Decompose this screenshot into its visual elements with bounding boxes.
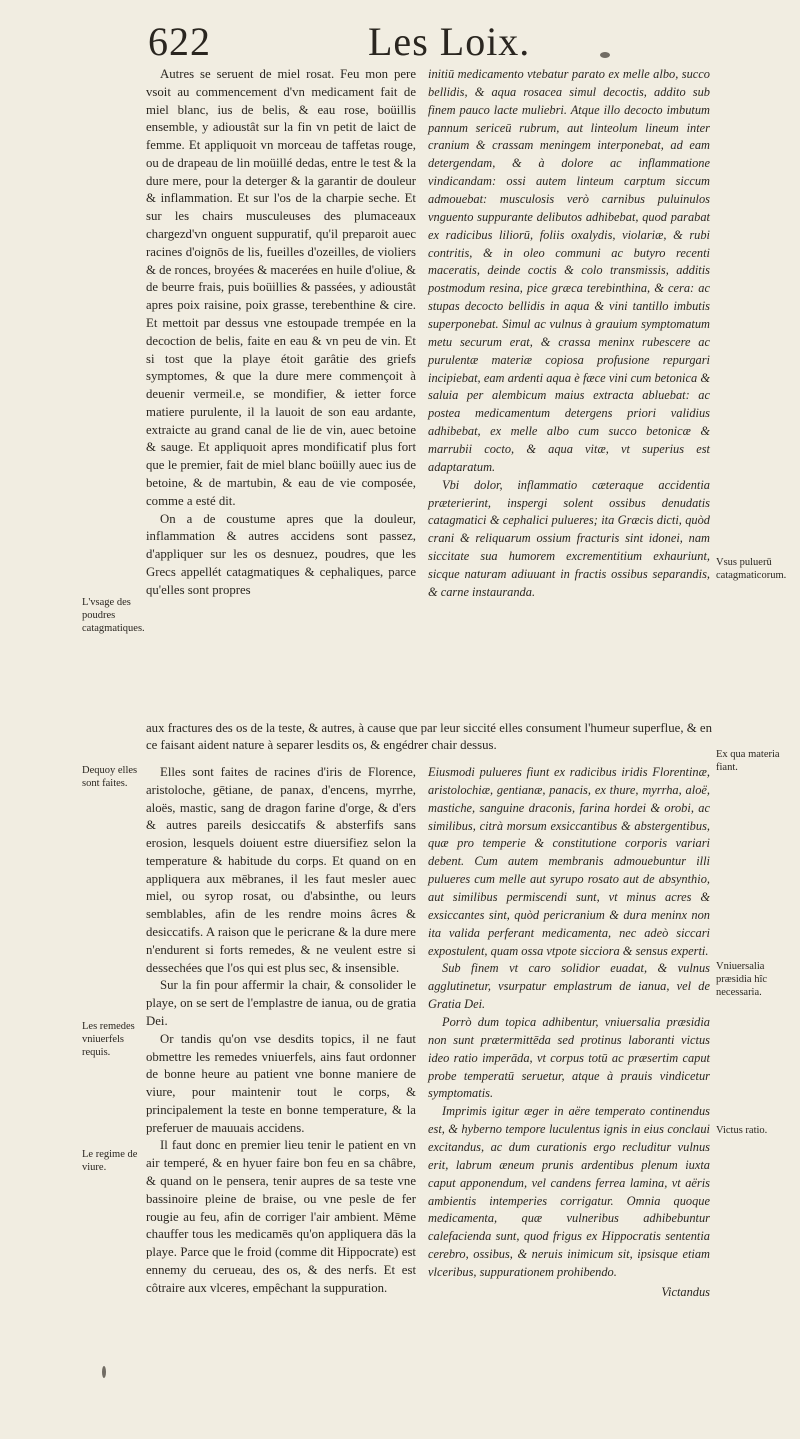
margin-note-regime: Le regime de viure. xyxy=(82,1149,138,1174)
full-width-line xyxy=(146,720,712,755)
french-paragraph: Elles sont faites de racines d'iris de Florence, aristoloche, gētiane, de panax, d'encens, myrrhe, aloës, mastic, sang de dragon farine d'orge, & d'ers & autres pareils desiccatifs & absterfifs sans erosion, lesquels doiuent estre diuersifiez selon la temperature & habitude du corps. Et quand on en appliquera aux mēbranes, il les faut mesler auec miel, ou syrop rosat, ou d'absinthe, ou leurs semblables, afin de les rendre moins âcres & desiccatifs. A raison que le pericrane & la dure mere n'endurent si forts remedes, & ne veulent estre si dessechées que l'os qui est plus sec, & insensible. xyxy=(146,765,416,975)
catchword: Victandus xyxy=(661,1284,710,1299)
latin-column-upper xyxy=(428,66,710,602)
margin-note-dequoy: Dequoy elles sont faites. xyxy=(82,765,138,790)
margin-note-vsus: Vsus puluerū catagmaticorum. xyxy=(716,557,787,582)
french-paragraph: Sur la fin pour affermir la chair, & consolider le playe, on se sert de l'emplastre de ianua, ou de gratia Dei. xyxy=(146,978,416,1028)
margin-note-usage: L'vsage des poudres catagmatiques. xyxy=(82,597,145,635)
latin-paragraph: Sub finem vt caro solidior euadat, & vulnus agglutinetur, vsurpatur emplastrum de ianua, vel de Gratia Dei. xyxy=(428,961,710,1012)
running-head: Les Loix. xyxy=(368,19,531,64)
latin-column-lower xyxy=(428,764,710,1302)
page-header xyxy=(148,10,748,70)
margin-note-vniuersalia: Vniuersalia præsidia hîc necessaria. xyxy=(716,961,768,999)
french-paragraph: Autres se seruent de miel rosat. Feu mon pere vsoit au commencement d'vn medicament fait de miel blanc, ius de belis, & eau rose, boüillis ensemble, y adioustât sur la fin vn petit de laict de femme. Et appliquoit vn morceau de taffetas rouge, ou de drapeau de lin moüillé dedas, entre le test & la dure mere, pour la deterger & la garantir de douleur & inflammation. Et sur l'os de la charpie seche. Et sur les chairs musculeuses des plumaceaux chargezd'vn onguent suppuratif, qu'il preparoit auec racines d'oignōs de lis, fueilles d'ozeilles, de violiers & de ronces, broyées & macerées en huile d'oliue, & de beurre frais, puis boüillies & passées, y adioustât apres poix raisine, poix grasse, terebenthine & cire. Et mettoit par dessus vne estoupade trempée en la decoction de belis, faite en eau & vn peu de vin. Et si tost que la playe étoit garâtie des griefs symptomes, & que la dure mere commençoit à deuenir vermeil.e, se mondifier, & ietter force matiere purulente, il la lauoit de son eau ardante, extraicte au grand canal de lie de vin, auec betoine & sauge. Et appliquoit apres mondificatif plus fort que le premier, fait de miel blanc boüilly auec ius de betoine, & de martubin, & eau de vie composée, comme a esté dit. xyxy=(146,67,416,508)
latin-paragraph: Porrò dum topica adhibentur, vniuersalia præsidia non sunt prætermittēda sed protinus laboranti victus ideo ratio imperāda, vt corpus totū ac præsertim caput probe temperatū seruetur, atque à prauis vindicetur symptomatis. xyxy=(428,1015,710,1101)
ink-mark xyxy=(102,1366,106,1378)
french-column-lower xyxy=(146,764,416,1297)
margin-note-exqua: Ex qua materia fiant. xyxy=(716,749,780,774)
latin-paragraph: initiū medicamento vtebatur parato ex melle albo, succo bellidis, & aqua rosacea simul decoctis, addito sub finem pauco lacte muliebri. Atque illo decocto imbutum pannum sericeū rubrum, aut linteolum lineum inter cranium & crassam meningem interponebat, ad eam detergendam, & à dolore ac inflammatione vindicandam: ossi autem linteum carptum siccum admouebat: musculosis verò carnibus puluinulos vnguento suppurante delibutos adhibebat, quod parabat ex radicibus liliorū, foliis oxalydis, violariæ, & rubi contritis, & in oleo communi ac butyro recenti maceratis, deinde coctis & colo transmissis, additis postmodum resina, pice græca terebinthina, & cera: ac stupas decocto bellidis in aqua & vini tantillo imbutis superponebat. Simul ac vulnus à grauium symptomatum metu securum erat, & crassa meninx rubescere ac purulentæ materiæ copiosa profusione repurgari incipiebat, eam ardenti aqua è fæce vini cum betonica & saluia per alembicum maius extracta abluebat: ac postea medicamentum detergens priori validius adhibebat, ex melle albo cum succo betonicæ & marrubii cocto, & aqua vitæ, vt superius est adaptaratum. xyxy=(428,67,710,474)
french-paragraph: On a de coustume apres que la douleur, inflammation & autres accidens sont passez, d'appliquer sur les os desnuez, poudres, que les Grecs appellét catagmatiques & cephaliques, parce qu'elles sont propres xyxy=(146,511,416,597)
margin-note-victus: Victus ratio. xyxy=(716,1125,768,1136)
latin-paragraph: Imprimis igitur æger in aëre temperato continendus est, & hyberno tempore luculentus ignis in eius conclaui excitandus, ac dum curationis ergo recluditur vulnus erit, labrum æneum prunis ardentibus plenum iuxta caput apponendum, vel candens ferrea lamina, vt aëris ambientis intemperies corrigatur. Omnia quoque medicamenta, quæ vulneribus adhibebuntur calefacienda sunt, quod frigus ex Hippocratis sententia cerebro, ossibus, & neruis inimicum sit, ipsisque etiam vlceribus, suppurationem prohibendo. xyxy=(428,1104,710,1280)
latin-paragraph: Eiusmodi pulueres fiunt ex radicibus iridis Florentinæ, aristolochiæ, gentianæ, panacis, ex thure, myrrha, aloë, mastiche, sanguine draconis, farina hordei & orobi, ac similibus, citrà morsum exsiccantibus & abstergentibus, quæ pro temperie & constitutione corporis variari debent. Cum autem membranis admouebuntur illi pulueres cum melle aut syrupo rosato aut de absynthio, aut similibus permiscendi sunt, vt minus acres & exsiccantes sint, quòd pericranium & dura meninx non ita valida perferant medicamenta, nec adeò siccari expostulent, quam ossa vtpote sicciora & sensus experti. xyxy=(428,765,710,958)
french-paragraph: Or tandis qu'on vse desdits topics, il ne faut obmettre les remedes vniuerfels, ains faut ordonner de bonne heure au patient vne bonne maniere de viure, pour maintenir tout le corps, & principalement la teste en bonne temperature, & la preferuer de mauuais accidens. xyxy=(146,1031,416,1135)
french-column-upper xyxy=(146,66,416,599)
french-paragraph: Il faut donc en premier lieu tenir le patient en vn air temperé, & en hyuer faire bon feu en sa châbre, & quand on le pensera, tenir aupres de sa teste vne bassinoire pleine de braise, ou vne pesle de fer rougie au feu, afin de corriger l'air ambient. Mēme chauffer tous les medicamēs qu'on appliquera dās la playe. Parce que le froid (comme dit Hippocrate) est ennemy du cerueau, des os, & des nerfs. Et est côtraire aux vlceres, empêchant la suppuration. xyxy=(146,1138,416,1295)
french-bridge-text: aux fractures des os de la teste, & autres, à cause que par leur siccité elles consument l'humeur superflue, & en ce faisant aident nature à separer lesdits os, & engédrer chair dessus. xyxy=(146,721,712,753)
latin-paragraph: Vbi dolor, inflammatio cæteraque accidentia præterierint, inspergi solent ossibus denudatis catagmatici & cephalici pulueres; ita Græcis dicti, quòd crani & reliquarum ossium fracturis sint idonei, nam siccitate sua humorem excrementitium exhauriunt, sicque naturam adiuuant in fractis ossibus separandis, & carne instauranda. xyxy=(428,477,710,599)
ink-blot xyxy=(600,52,610,58)
margin-note-remedes: Les remedes vniuerfels requis. xyxy=(82,1021,135,1059)
page-number: 622 xyxy=(148,19,211,64)
